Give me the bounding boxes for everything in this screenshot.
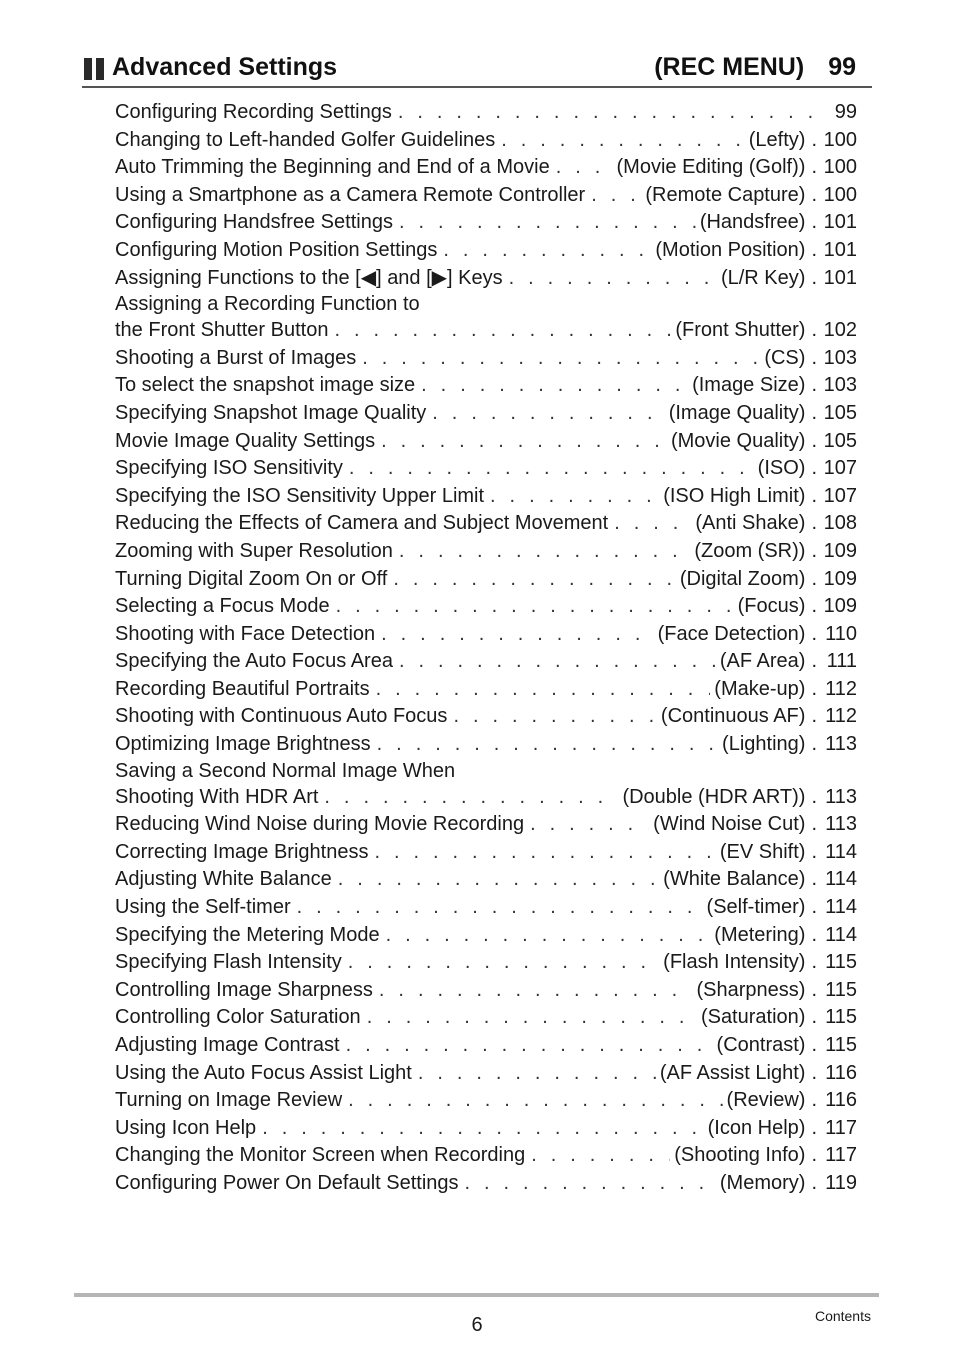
leader-dot: . <box>811 1116 817 1139</box>
toc-entry-page[interactable]: 115 <box>825 978 857 1001</box>
toc-entry-setting: (ISO High Limit) <box>663 484 806 507</box>
leader-dots <box>432 400 664 428</box>
leader-dot: . <box>811 1061 817 1084</box>
section-title: Advanced Settings <box>112 53 338 81</box>
leader-dot: . <box>811 622 817 645</box>
leader-dots <box>377 731 718 759</box>
leader-dot: . <box>811 319 817 342</box>
toc-entry[interactable] <box>115 455 857 483</box>
leader-dots <box>418 1060 656 1088</box>
toc-entry-page[interactable]: 103 <box>823 374 857 397</box>
leader-dots <box>614 510 691 538</box>
toc-entry[interactable] <box>115 372 857 400</box>
toc-entry[interactable] <box>115 1004 857 1032</box>
toc-entry-page[interactable]: 114 <box>825 923 857 946</box>
toc-entry[interactable] <box>115 1087 857 1115</box>
leader-dots <box>349 455 754 483</box>
leader-dots <box>338 866 659 894</box>
leader-dots <box>348 1087 722 1115</box>
toc-entry-page[interactable]: 114 <box>825 896 857 919</box>
toc-entry[interactable] <box>115 1142 857 1170</box>
leader-dot: . <box>811 567 817 590</box>
toc-entry-page[interactable]: 115 <box>825 1034 857 1056</box>
leader-dot: . <box>811 705 817 728</box>
toc-entry-setting: (Anti Shake) <box>695 512 806 535</box>
leader-dot: . <box>811 1089 817 1112</box>
leader-dot: . <box>811 868 817 891</box>
leader-dot: . <box>811 401 817 424</box>
toc-entry-page[interactable]: 119 <box>825 1171 857 1194</box>
toc-entry-page[interactable]: 103 <box>823 346 857 369</box>
toc-entry-title-line1: Saving a Second Normal Image When <box>115 759 456 782</box>
toc-entry-setting: (Lighting) <box>722 733 806 756</box>
toc-entry-title: Auto Trimming the Beginning and End of a Movie <box>115 156 550 179</box>
leader-dots <box>381 428 667 456</box>
leader-dots <box>531 1142 670 1170</box>
toc-entry-title: To select the snapshot image size <box>115 374 416 397</box>
toc-entry-page[interactable]: 113 <box>825 733 857 756</box>
toc-entry[interactable] <box>115 127 857 155</box>
toc-entry-setting: (Continuous AF) <box>660 705 806 728</box>
leader-dot: . <box>811 211 817 234</box>
toc-entry[interactable] <box>115 1115 857 1143</box>
toc-entry-setting: (Memory) <box>719 1171 806 1194</box>
leader-dot: . <box>811 1171 817 1194</box>
leader-dot: . <box>811 813 817 836</box>
leader-dot: . <box>811 1034 817 1056</box>
leader-dot: . <box>811 840 817 863</box>
toc-entry-setting: (CS) <box>764 346 806 369</box>
section-menu-label: (REC MENU) <box>654 53 805 81</box>
toc-entry-page[interactable]: 112 <box>825 677 857 700</box>
toc-entry-setting: (Image Size) <box>692 374 806 397</box>
toc-entry[interactable] <box>115 1170 857 1198</box>
toc-entry-page[interactable]: 109 <box>823 567 857 590</box>
toc-entry[interactable] <box>115 866 857 894</box>
leader-dot: . <box>811 785 817 808</box>
toc-entry-page[interactable]: 113 <box>825 813 857 836</box>
toc-entry[interactable] <box>115 1060 857 1088</box>
toc-entry-line <box>115 292 857 317</box>
toc-entry[interactable] <box>115 784 857 812</box>
section-marker-icon <box>84 58 104 80</box>
toc-entry-page[interactable]: 101 <box>823 238 857 261</box>
leader-dot: . <box>811 539 817 562</box>
toc-entry[interactable] <box>115 182 857 210</box>
toc-entry-setting: (AF Area) <box>719 650 806 673</box>
toc-entry[interactable] <box>115 949 857 977</box>
leader-dot: . <box>811 1006 817 1029</box>
toc-entry[interactable] <box>115 99 857 127</box>
leader-dots <box>399 209 696 237</box>
toc-entry-setting: (Lefty) <box>748 128 806 151</box>
leader-dot: . <box>811 1144 817 1167</box>
toc-entry[interactable] <box>115 237 857 265</box>
toc-entry-setting: (Contrast) <box>716 1034 806 1056</box>
toc-entry-setting: (Digital Zoom) <box>679 567 806 590</box>
toc-entry[interactable] <box>115 621 857 649</box>
toc-entry-page[interactable]: 114 <box>825 868 857 891</box>
toc-entry[interactable] <box>115 566 857 594</box>
toc-entry-page[interactable]: 102 <box>823 319 857 342</box>
toc-entry-setting: (AF Assist Light) <box>659 1061 806 1084</box>
toc-entry-page[interactable]: 115 <box>825 951 857 974</box>
toc-entry-page[interactable]: 115 <box>825 1006 857 1029</box>
footer-divider <box>74 1293 879 1297</box>
toc-entry-setting: (Remote Capture) <box>645 183 806 206</box>
section-menu-ref <box>654 53 856 82</box>
toc-entry-setting: (Motion Position) <box>655 238 806 261</box>
leader-dot: . <box>811 238 817 261</box>
toc-entry[interactable] <box>115 977 857 1005</box>
leader-dot: . <box>811 733 817 756</box>
toc-entry-setting: (Review) <box>726 1089 806 1112</box>
toc-entry-setting: (Face Detection) <box>657 622 806 645</box>
toc-entry-setting: (Zoom (SR)) <box>694 539 806 562</box>
toc-entry-title: Shooting a Burst of Images <box>115 346 357 369</box>
leader-dots <box>374 839 715 867</box>
leader-dots <box>530 811 649 839</box>
toc-entry-setting: (Flash Intensity) <box>663 951 806 974</box>
leader-dots <box>393 566 676 594</box>
toc-entry-setting: (Saturation) <box>700 1006 806 1029</box>
leader-dot: . <box>811 429 817 452</box>
leader-dots <box>367 1004 697 1032</box>
toc-entry-page[interactable]: 117 <box>825 1144 857 1167</box>
leader-dot: . <box>811 650 817 673</box>
toc-entry-setting: (Sharpness) <box>696 978 806 1001</box>
toc-entry-title: Reducing the Effects of Camera and Subject Movement <box>115 512 609 535</box>
toc-entry-page[interactable]: 99 <box>834 101 857 123</box>
leader-dots <box>362 345 760 373</box>
table-of-contents <box>115 99 857 1198</box>
toc-entry-title: Using Icon Help <box>115 1116 257 1139</box>
toc-entry-page[interactable]: 109 <box>823 539 857 562</box>
leader-dots <box>591 182 641 210</box>
toc-entry-page[interactable]: 113 <box>825 785 857 808</box>
toc-entry-setting: (EV Shift) <box>719 840 806 863</box>
toc-entry-page[interactable]: 100 <box>823 183 857 206</box>
leader-dot: . <box>811 346 817 369</box>
leader-dots <box>421 372 688 400</box>
leader-dot: . <box>811 156 817 179</box>
toc-entry-title: Recording Beautiful Portraits <box>115 677 370 700</box>
leader-dots <box>324 784 618 812</box>
toc-entry-title: Adjusting White Balance <box>115 868 332 891</box>
leader-dots <box>334 317 671 345</box>
toc-entry-page[interactable]: 100 <box>823 156 857 179</box>
toc-entry-setting: (Handsfree) <box>699 211 806 234</box>
toc-entry-title-line1: Assigning a Recording Function to <box>115 293 420 316</box>
leader-dot: . <box>811 951 817 974</box>
leader-dots <box>376 676 711 704</box>
toc-entry-page[interactable]: 116 <box>825 1061 857 1084</box>
toc-entry-title: Configuring Recording Settings <box>115 101 392 123</box>
toc-entry-title: Specifying the ISO Sensitivity Upper Limit <box>115 484 485 507</box>
toc-entry-setting: (Self-timer) <box>706 896 806 919</box>
toc-entry-page[interactable]: 105 <box>823 401 857 424</box>
toc-entry[interactable] <box>115 400 857 428</box>
toc-entry[interactable] <box>115 428 857 456</box>
toc-entry[interactable] <box>115 154 857 182</box>
leader-dots <box>336 593 734 621</box>
leader-dots <box>348 949 659 977</box>
toc-entry-title: Using the Auto Focus Assist Light <box>115 1061 412 1084</box>
toc-entry-page[interactable]: 107 <box>823 457 857 480</box>
toc-entry[interactable] <box>115 317 857 345</box>
leader-dots <box>465 1170 716 1198</box>
leader-dots <box>453 703 656 731</box>
toc-entry[interactable] <box>115 593 857 621</box>
toc-entry-title: Configuring Motion Position Settings <box>115 238 438 261</box>
leader-dot: . <box>811 677 817 700</box>
toc-entry[interactable] <box>115 811 857 839</box>
toc-entry-page[interactable]: 101 <box>823 211 857 234</box>
toc-entry-title: Shooting with Continuous Auto Focus <box>115 705 448 728</box>
toc-entry-title: Specifying the Metering Mode <box>115 923 380 946</box>
toc-entry[interactable] <box>115 265 857 293</box>
toc-entry[interactable] <box>115 676 857 704</box>
toc-entry-title: Using a Smartphone as a Camera Remote Controller <box>115 183 586 206</box>
toc-entry-setting: (L/R Key) <box>720 266 806 289</box>
section-header <box>82 50 872 88</box>
toc-entry-page[interactable]: 117 <box>825 1116 857 1139</box>
toc-entry-page[interactable]: 112 <box>825 705 857 728</box>
toc-entry[interactable] <box>115 345 857 373</box>
leader-dots <box>346 1032 713 1060</box>
toc-entry-page[interactable]: 105 <box>823 429 857 452</box>
toc-entry-title: Specifying ISO Sensitivity <box>115 457 343 480</box>
toc-entry-setting: (ISO) <box>757 457 806 480</box>
toc-entry-title: Correcting Image Brightness <box>115 840 369 863</box>
toc-entry-setting: (Icon Help) <box>707 1116 806 1139</box>
leader-dots <box>501 127 744 155</box>
toc-entry[interactable] <box>115 648 857 676</box>
leader-dot: . <box>811 896 817 919</box>
leader-dot: . <box>811 183 817 206</box>
toc-entry-setting: (Metering) <box>714 923 806 946</box>
toc-entry-title: Optimizing Image Brightness <box>115 733 371 756</box>
toc-entry-title: Configuring Power On Default Settings <box>115 1171 459 1194</box>
toc-entry[interactable] <box>115 209 857 237</box>
toc-entry-title: Turning Digital Zoom On or Off <box>115 567 388 590</box>
toc-entry-page[interactable]: 108 <box>823 512 857 535</box>
leader-dots <box>556 154 613 182</box>
leader-dots <box>381 621 653 649</box>
leader-dot: . <box>811 512 817 535</box>
section-page-number: 99 <box>828 53 856 81</box>
toc-entry-title: Reducing Wind Noise during Movie Recording <box>115 813 525 836</box>
toc-entry-setting: (Focus) <box>737 595 806 618</box>
toc-entry-title: Shooting with Face Detection <box>115 622 376 645</box>
leader-dots <box>443 237 651 265</box>
toc-entry-title: Configuring Handsfree Settings <box>115 211 393 234</box>
toc-entry[interactable] <box>115 703 857 731</box>
toc-entry[interactable] <box>115 731 857 759</box>
toc-entry-setting: (Double (HDR ART)) <box>622 785 806 808</box>
toc-entry-page[interactable]: 101 <box>823 266 857 289</box>
toc-entry[interactable] <box>115 1032 857 1060</box>
toc-entry-setting: (White Balance) <box>663 868 806 891</box>
leader-dot: . <box>811 266 817 289</box>
toc-entry-title: Specifying Flash Intensity <box>115 951 342 974</box>
toc-entry-title: Using the Self-timer <box>115 896 291 919</box>
toc-entry[interactable] <box>115 839 857 867</box>
toc-entry-page[interactable]: 107 <box>823 484 857 507</box>
toc-entry-setting: (Movie Quality) <box>670 429 806 452</box>
leader-dots <box>490 483 659 511</box>
toc-entry-title: Zooming with Super Resolution <box>115 539 393 562</box>
toc-entry-page[interactable]: 116 <box>825 1089 857 1112</box>
leader-dot: . <box>811 374 817 397</box>
toc-entry-setting: (Image Quality) <box>668 401 806 424</box>
footer-contents-link[interactable]: Contents <box>814 1308 871 1324</box>
toc-entry-page[interactable]: 109 <box>823 595 857 618</box>
leader-dots <box>297 894 703 922</box>
toc-entry-page[interactable]: 114 <box>825 840 857 863</box>
leader-dots <box>399 648 716 676</box>
leader-dots <box>398 99 823 127</box>
toc-entry-setting: (Shooting Info) <box>674 1144 806 1167</box>
toc-entry-setting: (Movie Editing (Golf)) <box>616 156 806 179</box>
toc-entry[interactable] <box>115 922 857 950</box>
toc-entry-title: Specifying Snapshot Image Quality <box>115 401 427 424</box>
leader-dot: . <box>811 595 817 618</box>
leader-dot: . <box>811 923 817 946</box>
leader-dots <box>509 265 717 293</box>
toc-entry-setting: (Make-up) <box>714 677 806 700</box>
toc-entry-title: Controlling Image Sharpness <box>115 978 373 1001</box>
toc-entry-title: Assigning Functions to the [◀] and [▶] Keys <box>115 266 503 289</box>
toc-entry-title: Controlling Color Saturation <box>115 1006 361 1029</box>
toc-entry-page[interactable]: 110 <box>825 622 857 645</box>
leader-dots <box>262 1115 703 1143</box>
toc-entry-title: Changing the Monitor Screen when Recording <box>115 1144 526 1167</box>
toc-entry-title: Adjusting Image Contrast <box>115 1034 340 1056</box>
toc-entry-title: Turning on Image Review <box>115 1089 343 1112</box>
toc-entry[interactable] <box>115 538 857 566</box>
toc-entry-title: Shooting With HDR Art <box>115 785 319 808</box>
toc-entry[interactable] <box>115 483 857 511</box>
toc-entry-title: Specifying the Auto Focus Area <box>115 650 393 673</box>
leader-dot: . <box>811 978 817 1001</box>
toc-entry[interactable] <box>115 894 857 922</box>
toc-entry-line <box>115 759 857 784</box>
footer-page-number: 6 <box>471 1314 483 1336</box>
leader-dots <box>379 977 693 1005</box>
toc-entry-title: Changing to Left-handed Golfer Guidelines <box>115 128 496 151</box>
leader-dots <box>386 922 711 950</box>
leader-dot: . <box>811 128 817 151</box>
toc-entry-title: Movie Image Quality Settings <box>115 429 376 452</box>
toc-entry-title: Selecting a Focus Mode <box>115 595 330 618</box>
leader-dot: . <box>811 457 817 480</box>
leader-dots <box>399 538 690 566</box>
toc-entry-page[interactable]: 111 <box>826 650 857 673</box>
toc-entry-page[interactable]: 100 <box>823 128 857 151</box>
toc-entry-setting: (Front Shutter) <box>675 319 806 342</box>
toc-entry-setting: (Wind Noise Cut) <box>653 813 806 836</box>
toc-entry[interactable] <box>115 510 857 538</box>
toc-entry-title: the Front Shutter Button <box>115 319 329 342</box>
leader-dot: . <box>811 484 817 507</box>
